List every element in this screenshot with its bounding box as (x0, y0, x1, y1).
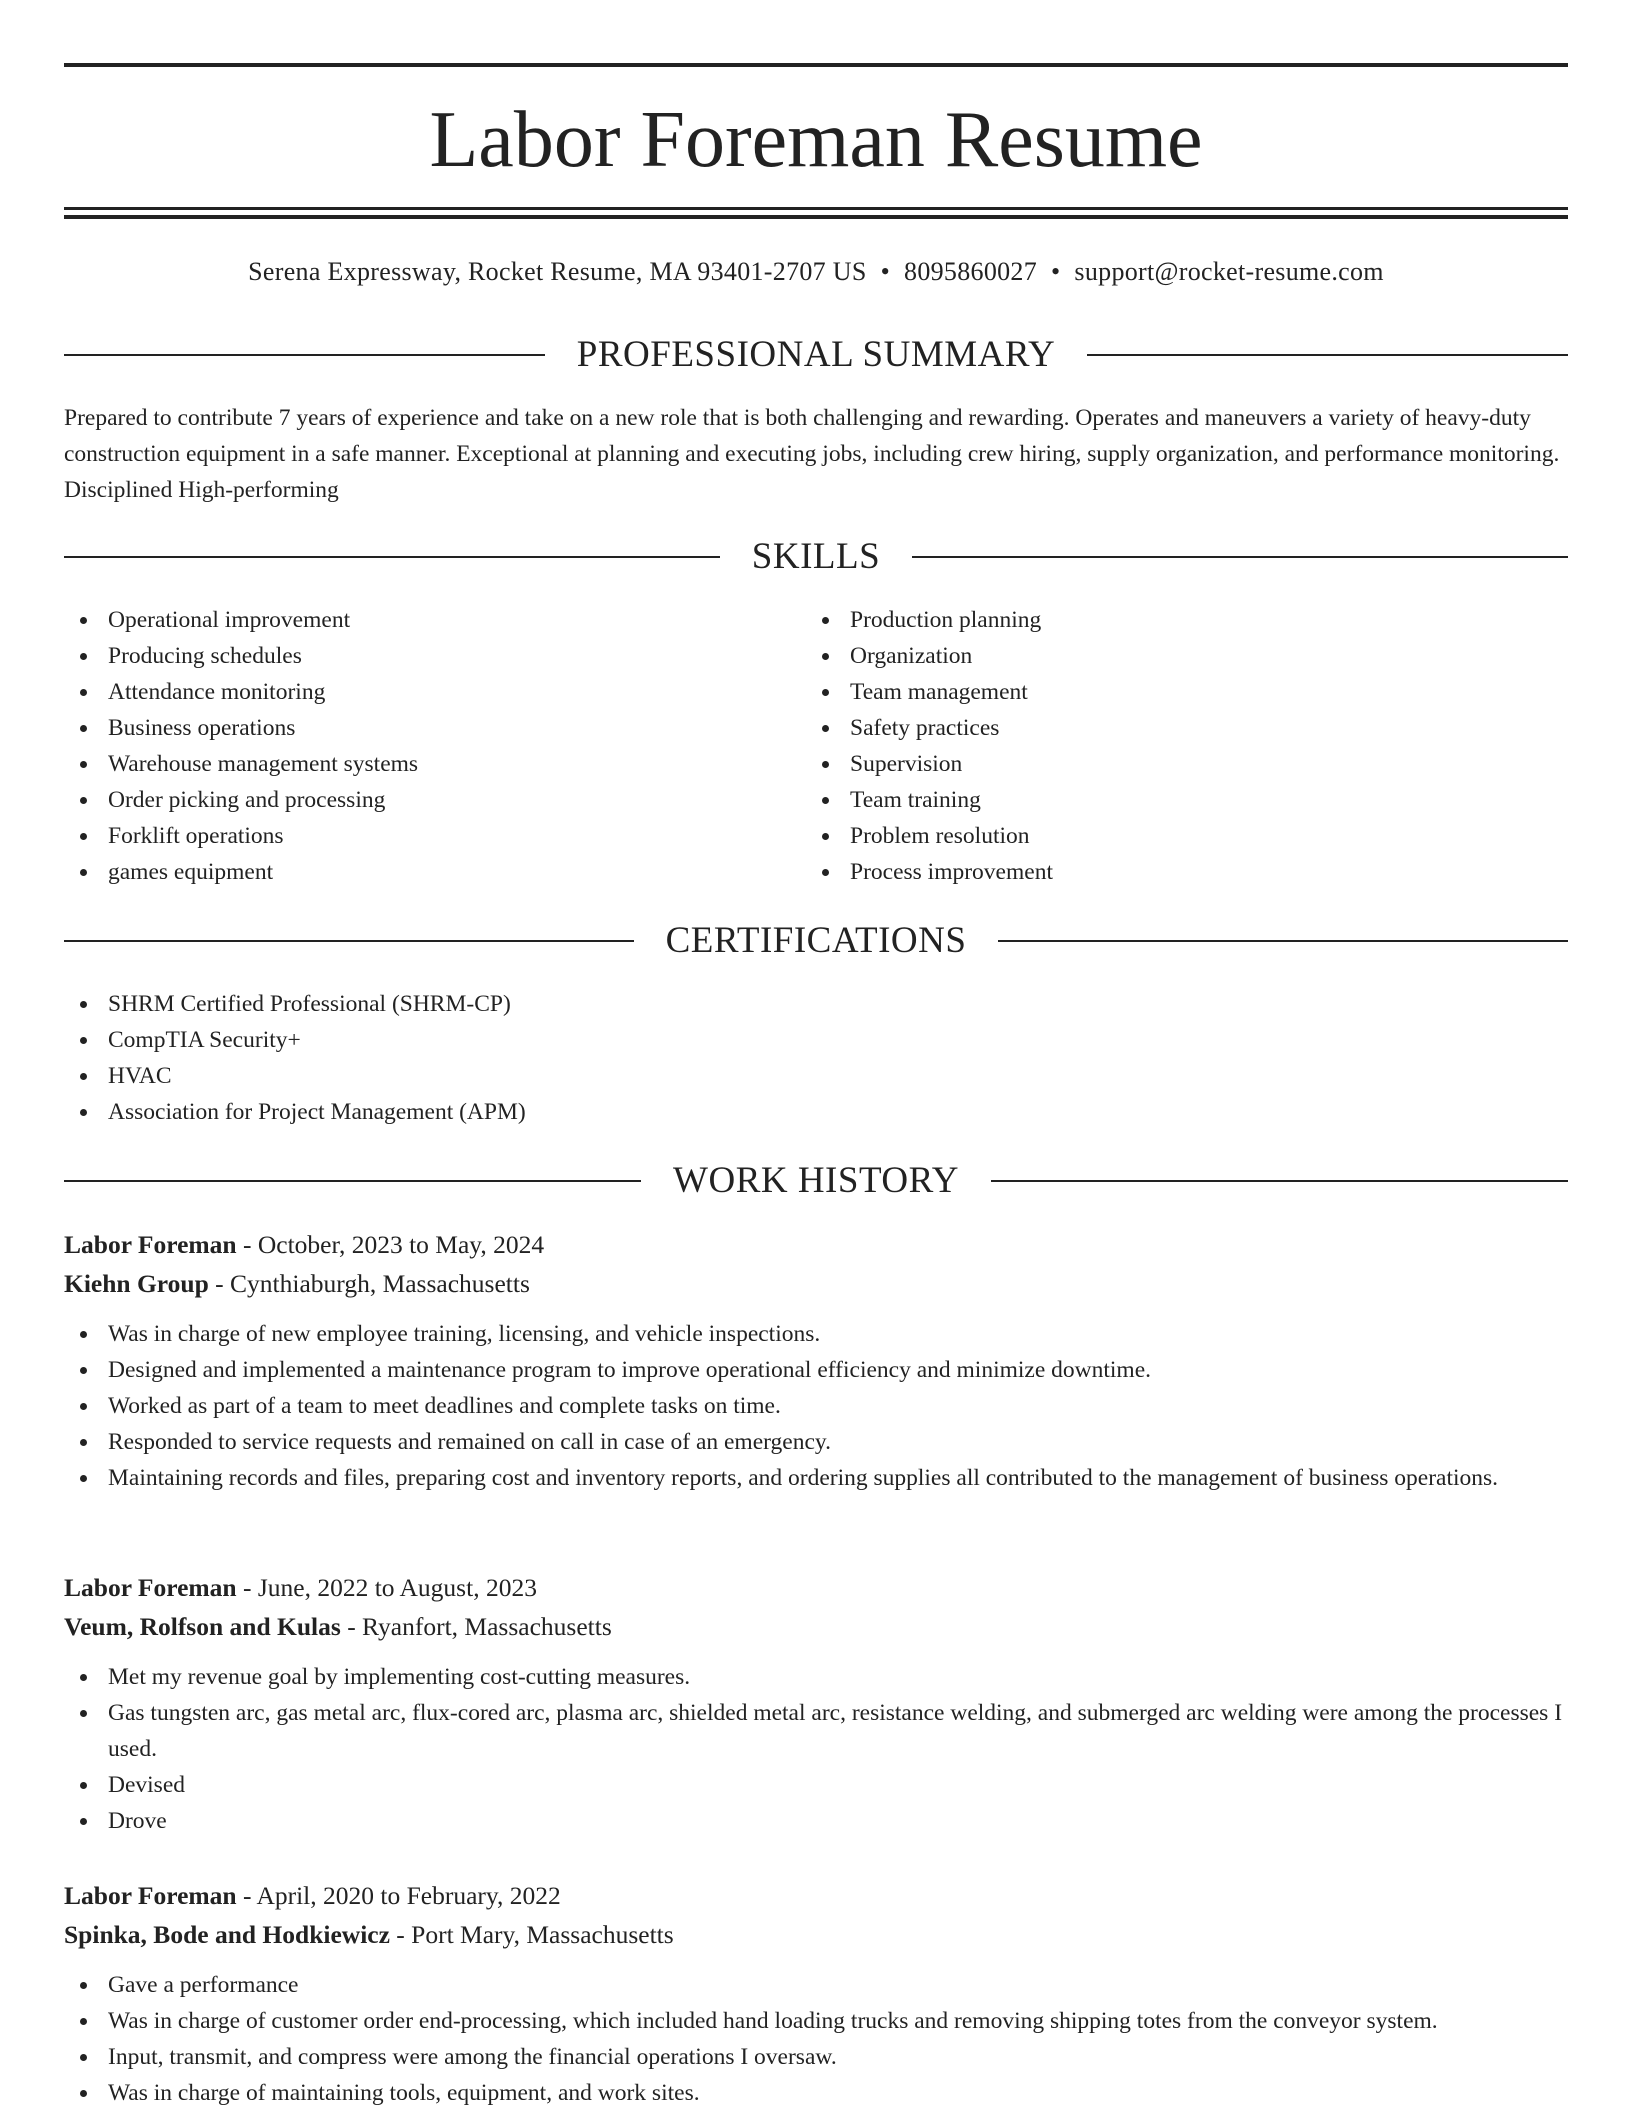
skill-item: Process improvement (806, 854, 1486, 890)
job-duty: Designed and implemented a maintenance program to improve operational efficiency and minimize downtime. (64, 1352, 1568, 1388)
job-title-line (64, 1225, 1568, 1264)
double-rule (64, 207, 1568, 219)
job-duties-list (64, 1967, 1568, 2111)
certifications-section-heading (64, 919, 1568, 963)
job-company-line (64, 1915, 1568, 1954)
job-location: - Cynthiaburgh, Massachusetts (208, 1269, 530, 1298)
job-company: Kiehn Group (64, 1269, 209, 1298)
certifications-list (64, 986, 1568, 1130)
heading-rule (64, 556, 720, 558)
job-duties-list (64, 1316, 1568, 1496)
heading-rule (1087, 354, 1568, 356)
job-title: Labor Foreman (64, 1230, 237, 1259)
contact-line (64, 254, 1568, 290)
heading-rule (64, 354, 545, 356)
job-duty: Was in charge of new employee training, licensing, and vehicle inspections. (64, 1316, 1568, 1352)
job-title-line (64, 1568, 1568, 1607)
section-title: CERTIFICATIONS (665, 920, 967, 961)
section-title: SKILLS (751, 536, 881, 577)
summary-text: Prepared to contribute 7 years of experience and take on a new role that is both challenging and rewarding. Operates and maneuvers a variety of heavy-duty construction equipment in a safe manner. Exceptional at planning and executing jobs, including crew hiring, supply organization, and performance monitoring. Disciplined High-performing (64, 405, 1560, 503)
job-dates: - April, 2020 to February, 2022 (236, 1881, 561, 1910)
skill-item: Safety practices (806, 710, 1486, 746)
section-title: WORK HISTORY (673, 1160, 959, 1201)
resume-title: Labor Foreman Resume (429, 96, 1203, 184)
summary-section-heading (64, 333, 1568, 377)
job-entry (64, 1568, 1568, 1839)
heading-rule (991, 1180, 1568, 1182)
heading-rule (64, 940, 634, 942)
contact-email: support@rocket-resume.com (1074, 257, 1384, 286)
contact-phone: 8095860027 (904, 257, 1038, 286)
job-duties-list (64, 1659, 1568, 1839)
section-title: PROFESSIONAL SUMMARY (576, 334, 1056, 375)
contact-address: Serena Expressway, Rocket Resume, MA 93401-2707 US (248, 257, 867, 286)
contact-separator: • (880, 257, 891, 286)
skill-item: Attendance monitoring (64, 674, 744, 710)
job-company: Veum, Rolfson and Kulas (64, 1612, 341, 1641)
contact-separator: • (1051, 257, 1061, 286)
certification-item: Association for Project Management (APM) (64, 1094, 1568, 1130)
skill-item: Operational improvement (64, 602, 744, 638)
job-title: Labor Foreman (64, 1573, 237, 1602)
job-dates: - June, 2022 to August, 2023 (236, 1573, 537, 1602)
job-duty: Devised (64, 1767, 1568, 1803)
skill-item: Team training (806, 782, 1486, 818)
job-duty: Input, transmit, and compress were among the financial operations I oversaw. (64, 2039, 1568, 2075)
skill-item: Production planning (806, 602, 1486, 638)
job-company-line (64, 1264, 1568, 1303)
job-location: - Port Mary, Massachusetts (389, 1920, 674, 1949)
job-duty: Gas tungsten arc, gas metal arc, flux-cored arc, plasma arc, shielded metal arc, resistance welding, and submerged arc welding were among the processes I used. (64, 1695, 1568, 1767)
skills-list-left (64, 602, 744, 890)
heading-rule (912, 556, 1568, 558)
job-duty: Met my revenue goal by implementing cost-cutting measures. (64, 1659, 1568, 1695)
skill-item: Problem resolution (806, 818, 1486, 854)
job-duty: Was in charge of customer order end-processing, which included hand loading trucks and removing shipping totes from the conveyor system. (64, 2003, 1568, 2039)
skill-item: Business operations (64, 710, 744, 746)
skill-item: Warehouse management systems (64, 746, 744, 782)
skill-item: Producing schedules (64, 638, 744, 674)
heading-rule (998, 940, 1568, 942)
job-duty: Drove (64, 1803, 1568, 1839)
skills-list-right (806, 602, 1486, 890)
job-company: Spinka, Bode and Hodkiewicz (64, 1920, 390, 1949)
job-company-line (64, 1607, 1568, 1646)
job-duty: Responded to service requests and remained on call in case of an emergency. (64, 1424, 1568, 1460)
job-duty: Maintaining records and files, preparing cost and inventory reports, and ordering supplies all contributed to the management of business operations. (64, 1460, 1568, 1496)
job-title-line (64, 1876, 1568, 1915)
certification-item: CompTIA Security+ (64, 1022, 1568, 1058)
skill-item: Forklift operations (64, 818, 744, 854)
job-duty: Was in charge of maintaining tools, equipment, and work sites. (64, 2075, 1568, 2111)
job-duty: Worked as part of a team to meet deadlines and complete tasks on time. (64, 1388, 1568, 1424)
skill-item: games equipment (64, 854, 744, 890)
job-duty: Gave a performance (64, 1967, 1568, 2003)
job-entry (64, 1225, 1568, 1496)
heading-rule (64, 1180, 641, 1182)
certification-item: SHRM Certified Professional (SHRM-CP) (64, 986, 1568, 1022)
skills-section-heading (64, 535, 1568, 579)
skill-item: Organization (806, 638, 1486, 674)
job-title: Labor Foreman (64, 1881, 237, 1910)
top-rule (64, 63, 1568, 67)
work-history-section-heading (64, 1159, 1568, 1203)
skill-item: Team management (806, 674, 1486, 710)
job-entry (64, 1876, 1568, 2111)
certification-item: HVAC (64, 1058, 1568, 1094)
job-location: - Ryanfort, Massachusetts (340, 1612, 612, 1641)
job-dates: - October, 2023 to May, 2024 (236, 1230, 545, 1259)
skill-item: Order picking and processing (64, 782, 744, 818)
skill-item: Supervision (806, 746, 1486, 782)
